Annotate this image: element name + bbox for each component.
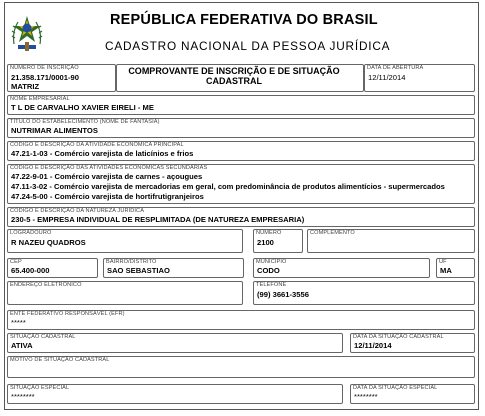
nome-empresarial-box xyxy=(7,95,475,115)
cep-box xyxy=(7,258,98,278)
comprovante-line1: COMPROVANTE DE INSCRIÇÃO E DE SITUAÇÃO xyxy=(128,66,340,76)
abertura-value: 12/11/2014 xyxy=(368,73,406,82)
uf-value: MA xyxy=(440,266,452,275)
situacao-especial-label: SITUAÇÃO ESPECIAL xyxy=(10,385,70,391)
inscricao-number: 21.358.171/0001-90 xyxy=(11,73,79,82)
comprovante-line2: CADASTRAL xyxy=(206,76,262,86)
uf-box xyxy=(436,258,475,278)
email-box xyxy=(7,281,243,305)
atividade-principal-label: CÓDIGO E DESCRIÇÃO DA ATIVIDADE ECONÔMICA PRINCIPAL xyxy=(10,142,184,148)
situacao-especial-box xyxy=(7,384,343,404)
efr-box xyxy=(7,310,475,330)
motivo-situacao-box xyxy=(7,356,475,378)
fantasia-label: TÍTULO DO ESTABELECIMENTO (NOME DE FANTASIA) xyxy=(10,119,160,125)
efr-label: ENTE FEDERATIVO RESPONSÁVEL (EFR) xyxy=(10,311,125,317)
fantasia-value: NUTRIMAR ALIMENTOS xyxy=(11,126,98,135)
cep-label: CEP xyxy=(10,259,22,265)
logradouro-box xyxy=(7,229,243,253)
fantasia-box xyxy=(7,118,475,138)
telefone-box xyxy=(253,281,475,305)
data-situacao-cadastral-value: 12/11/2014 xyxy=(354,341,392,350)
inscricao-box xyxy=(7,64,116,92)
bairro-value: SAO SEBASTIAO xyxy=(107,266,170,275)
abertura-box xyxy=(364,64,475,92)
inscricao-type: MATRIZ xyxy=(11,82,40,91)
atividade-principal-box xyxy=(7,141,475,161)
bairro-label: BAIRRO/DISTRITO xyxy=(106,259,157,265)
complemento-box xyxy=(307,229,475,253)
logradouro-value: R NAZEU QUADROS xyxy=(11,238,86,247)
data-situacao-especial-label: DATA DA SITUAÇÃO ESPECIAL xyxy=(353,385,438,391)
page-title: REPÚBLICA FEDERATIVA DO BRASIL xyxy=(110,12,378,28)
complemento-label: COMPLEMENTO xyxy=(310,230,355,236)
atividade-secundaria-item: 47.22-9-01 - Comércio varejista de carnes - açougues xyxy=(11,172,203,181)
nome-empresarial-value: T L DE CARVALHO XAVIER EIRELI - ME xyxy=(11,103,154,112)
natureza-juridica-value: 230-5 - EMPRESA INDIVIDUAL DE RESPLIMITADA (DE NATUREZA EMPRESARIA) xyxy=(11,215,305,224)
nome-empresarial-label: NOME EMPRESARIAL xyxy=(10,96,70,102)
numero-value: 2100 xyxy=(257,238,274,247)
data-situacao-especial-value: ******** xyxy=(354,392,378,401)
municipio-value: CODO xyxy=(257,266,280,275)
email-label: ENDEREÇO ELETRÔNICO xyxy=(10,282,82,288)
cep-value: 65.400-000 xyxy=(11,266,50,275)
data-situacao-cadastral-label: DATA DA SITUAÇÃO CADASTRAL xyxy=(353,334,444,340)
natureza-juridica-box xyxy=(7,207,475,227)
bairro-box xyxy=(103,258,244,278)
logradouro-label: LOGRADOURO xyxy=(10,230,52,236)
atividades-secundarias-label: CÓDIGO E DESCRIÇÃO DAS ATIVIDADES ECONÔMICAS SECUNDÁRIAS xyxy=(10,165,208,171)
atividades-secundarias-box xyxy=(7,164,475,204)
atividade-secundaria-item: 47.24-5-00 - Comércio varejista de hortifrutigranjeiros xyxy=(11,192,204,201)
numero-box xyxy=(253,229,303,253)
motivo-situacao-label: MOTIVO DE SITUAÇÃO CADASTRAL xyxy=(10,357,110,363)
atividade-secundaria-item: 47.11-3-02 - Comércio varejista de mercadorias em geral, com predominância de produtos alimentícios - supermercados xyxy=(11,182,445,191)
brazil-coat-of-arms-icon xyxy=(10,14,44,54)
situacao-cadastral-value: ATIVA xyxy=(11,341,33,350)
municipio-box xyxy=(253,258,430,278)
natureza-juridica-label: CÓDIGO E DESCRIÇÃO DA NATUREZA JURÍDICA xyxy=(10,208,145,214)
abertura-label: DATA DE ABERTURA xyxy=(367,65,424,71)
data-situacao-especial-box xyxy=(350,384,475,404)
uf-label: UF xyxy=(439,259,447,265)
numero-label: NÚMERO xyxy=(256,230,282,236)
page-subtitle: CADASTRO NACIONAL DA PESSOA JURÍDICA xyxy=(105,39,391,53)
efr-value: ***** xyxy=(11,318,26,327)
comprovante-title xyxy=(118,66,350,86)
telefone-label: TELEFONE xyxy=(256,282,287,288)
inscricao-label: NÚMERO DE INSCRIÇÃO xyxy=(10,65,79,71)
situacao-cadastral-label: SITUAÇÃO CADASTRAL xyxy=(10,334,76,340)
situacao-especial-value: ******** xyxy=(11,392,35,401)
telefone-value: (99) 3661-3556 xyxy=(257,290,309,299)
data-situacao-cadastral-box xyxy=(350,333,475,353)
situacao-cadastral-box xyxy=(7,333,343,353)
municipio-label: MUNICÍPIO xyxy=(256,259,287,265)
atividade-principal-value: 47.21-1-03 - Comércio varejista de laticínios e frios xyxy=(11,149,194,158)
